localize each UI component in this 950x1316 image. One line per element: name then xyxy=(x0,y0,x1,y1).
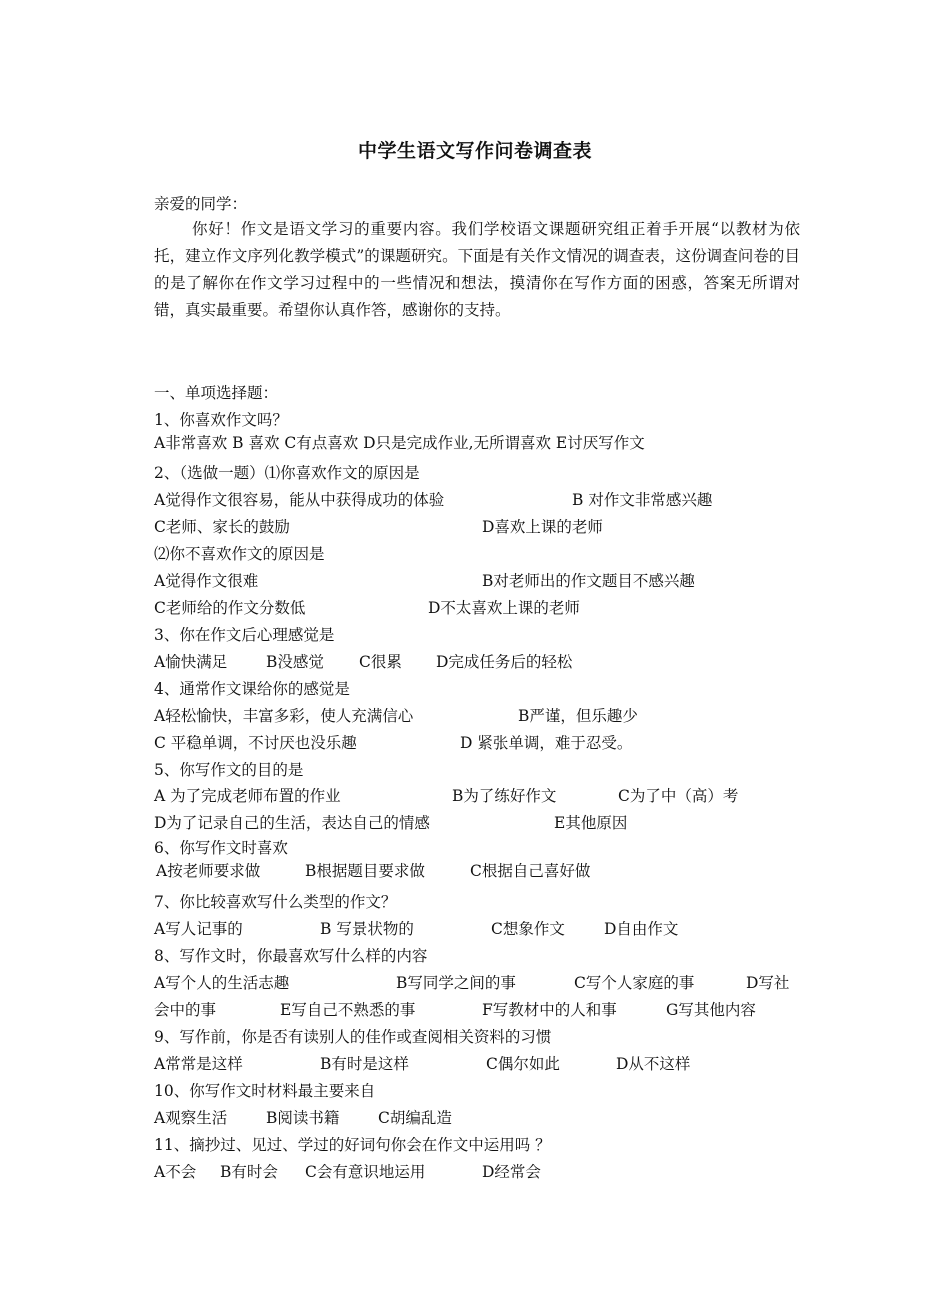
q2-sub-option-b: B对老师出的作文题目不感兴趣 xyxy=(482,572,695,590)
page-title: 中学生语文写作问卷调查表 xyxy=(357,140,592,162)
intro-paragraph: 你好！作文是语文学习的重要内容。我们学校语文课题研究组正着手开展“以教材为依托，建立作文序列化教学模式”的课题研究。下面是有关作文情况的调查表，这份调查问卷的目的是了解你在作文学习过程中的一些情况和想法，摸清你在写作方面的困惑，答案无所谓对错，真实最重要。希望你认真作答，感谢你的支持。 xyxy=(154,220,800,319)
q7-option-c: C想象作文 xyxy=(491,920,565,938)
q2-option-b: B 对作文非常感兴趣 xyxy=(572,491,713,509)
q6-option-c: C根据自己喜好做 xyxy=(470,862,591,880)
q11-option-a: A不会 xyxy=(154,1163,197,1181)
q10-option-c: C胡编乱造 xyxy=(378,1109,452,1127)
q5-option-b: B为了练好作文 xyxy=(452,787,557,805)
q9-option-d: D从不这样 xyxy=(616,1055,691,1073)
question-11: 11、摘抄过、见过、学过的好词句你会在作文中运用吗 ？ xyxy=(154,1136,551,1154)
q7-option-d: D自由作文 xyxy=(604,920,679,938)
q8-option-e: E写自己不熟悉的事 xyxy=(280,1001,416,1019)
q2-sub-option-c: C老师给的作文分数低 xyxy=(154,599,306,617)
q10-option-a: A观察生活 xyxy=(154,1109,228,1127)
q2-option-a: A觉得作文很容易，能从中获得成功的体验 xyxy=(154,491,445,509)
q5-option-a: A 为了完成老师布置的作业 xyxy=(154,787,341,805)
q4-option-a: A轻松愉快，丰富多彩，使人充满信心 xyxy=(154,707,414,725)
question-1-options: A非常喜欢 B 喜欢 C有点喜欢 D只是完成作业,无所谓喜欢 E讨厌写作文 xyxy=(154,434,645,452)
q2-option-d: D喜欢上课的老师 xyxy=(482,518,603,536)
q7-option-b: B 写景状物的 xyxy=(320,920,414,938)
question-6: 6、你写作文时喜欢 xyxy=(154,839,288,857)
q11-option-d: D经常会 xyxy=(482,1163,541,1181)
question-1: 1、你喜欢作文吗？ xyxy=(154,411,288,429)
q5-option-c: C为了中（高）考 xyxy=(618,787,739,805)
q2-sub-option-d: D不太喜欢上课的老师 xyxy=(428,599,580,617)
q6-option-a: A按老师要求做 xyxy=(156,862,261,880)
question-10: 10、你写作文时材料最主要来自 xyxy=(154,1082,376,1100)
q5-option-e: E其他原因 xyxy=(554,814,628,832)
q3-option-d: D完成任务后的轻松 xyxy=(436,653,573,671)
greeting: 亲爱的同学： xyxy=(154,195,248,213)
q4-option-c: C 平稳单调，不讨厌也没乐趣 xyxy=(154,734,357,752)
q8-option-c: C写个人家庭的事 xyxy=(574,974,695,992)
question-7: 7、你比较喜欢写什么类型的作文？ xyxy=(154,893,397,911)
q9-option-a: A常常是这样 xyxy=(154,1055,243,1073)
q10-option-b: B阅读书籍 xyxy=(266,1109,340,1127)
q11-option-b: B有时会 xyxy=(220,1163,278,1181)
question-8: 8、写作文时，你最喜欢写什么样的内容 xyxy=(154,947,428,965)
question-5: 5、你写作文的目的是 xyxy=(154,761,304,779)
q8-option-g: G写其他内容 xyxy=(666,1001,756,1019)
q3-option-b: B没感觉 xyxy=(266,653,324,671)
section-heading: 一、单项选择题： xyxy=(154,384,279,402)
q5-option-d: D为了记录自己的生活，表达自己的情感 xyxy=(154,814,430,832)
q8-option-a: A写个人的生活志趣 xyxy=(154,974,290,992)
q11-option-c: C会有意识地运用 xyxy=(305,1163,426,1181)
question-4: 4、通常作文课给你的感觉是 xyxy=(154,680,350,698)
q8-option-b: B写同学之间的事 xyxy=(396,974,516,992)
q8-option-f: F写教材中的人和事 xyxy=(482,1001,617,1019)
q8-option-d-part2: 会中的事 xyxy=(154,1001,217,1019)
q4-option-b: B严谨，但乐趣少 xyxy=(518,707,638,725)
q2-sub-option-a: A觉得作文很难 xyxy=(154,572,259,590)
q9-option-b: B有时是这样 xyxy=(320,1055,409,1073)
q3-option-c: C很累 xyxy=(359,653,402,671)
question-2: 2、（选做一题）⑴你喜欢作文的原因是 xyxy=(154,464,420,482)
q4-option-d: D 紧张单调，难于忍受。 xyxy=(460,734,633,752)
q9-option-c: C偶尔如此 xyxy=(486,1055,560,1073)
question-3: 3、你在作文后心理感觉是 xyxy=(154,626,335,644)
question-2-sub: ⑵你不喜欢作文的原因是 xyxy=(154,545,325,563)
q3-option-a: A愉快满足 xyxy=(154,653,228,671)
q7-option-a: A写人记事的 xyxy=(154,920,243,938)
q8-option-d-part1: D写社 xyxy=(746,974,790,992)
question-9: 9、写作前，你是否有读别人的佳作或查阅相关资料的习惯 xyxy=(154,1028,552,1046)
q2-option-c: C老师、家长的鼓励 xyxy=(154,518,290,536)
q6-option-b: B根据题目要求做 xyxy=(305,862,425,880)
